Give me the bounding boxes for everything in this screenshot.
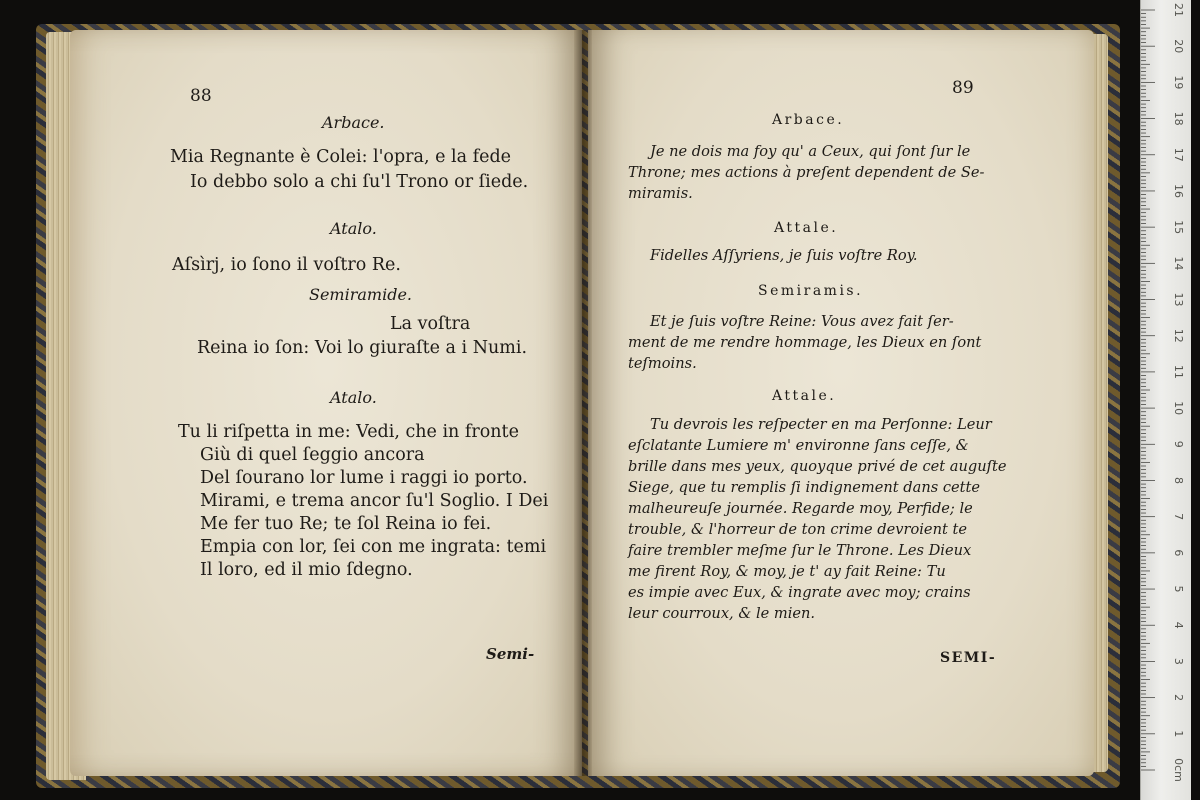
ruler-label: 2 bbox=[1172, 694, 1185, 702]
verse-line: La voſtra bbox=[390, 314, 471, 334]
ruler-label: 0cm bbox=[1172, 758, 1185, 782]
ruler-label: 11 bbox=[1172, 364, 1185, 379]
ruler-label: 3 bbox=[1172, 657, 1185, 665]
page-number-right: 89 bbox=[952, 78, 974, 98]
prose-line: trouble, & l'horreur de ton crime devroient te bbox=[628, 521, 967, 538]
ruler-label: 8 bbox=[1172, 476, 1185, 484]
ruler-label: 13 bbox=[1172, 292, 1185, 307]
prose-line: ment de me rendre hommage, les Dieux en ſont bbox=[628, 334, 982, 351]
speaker-heading: Attale. bbox=[774, 220, 839, 236]
verse-line: Aſsìrj, io ſono il voſtro Re. bbox=[172, 255, 401, 275]
prose-line: faire trembler meſme ſur le Throne. Les Dieux bbox=[628, 542, 972, 559]
ruler-label: 6 bbox=[1172, 549, 1185, 557]
speaker-heading: Arbace. bbox=[772, 112, 845, 128]
speaker-heading: Arbace. bbox=[322, 113, 385, 132]
speaker-heading: Semiramis. bbox=[758, 283, 864, 299]
ruler-label: 21 bbox=[1172, 3, 1185, 17]
prose-line: leur courroux, & le mien. bbox=[628, 605, 816, 622]
verse-line: Io debbo solo a chi ſu'l Trono or ſiede. bbox=[190, 172, 529, 192]
prose-line: Throne; mes actions à preſent dependent de Se- bbox=[628, 164, 985, 181]
prose-line: Et je ſuis voſtre Reine: Vous avez fait ſer- bbox=[650, 313, 954, 330]
prose-line: me firent Roy, & moy, je t' ay fait Reine: Tu bbox=[628, 563, 946, 580]
ruler-scale bbox=[1141, 0, 1191, 800]
ruler-label: 1 bbox=[1172, 730, 1185, 738]
verse-line: Mia Regnante è Colei: l'opra, e la fede bbox=[170, 147, 512, 167]
speaker-heading: Semiramide. bbox=[309, 285, 412, 304]
ruler-label: 16 bbox=[1172, 183, 1185, 198]
prose-line: Tu devrois les reſpecter en ma Perſonne: Leur bbox=[650, 416, 992, 433]
prose-line: Siege, que tu remplis ſi indignement dans cette bbox=[628, 479, 981, 496]
prose-line: Je ne dois ma foy qu' a Ceux, qui ſont ſur le bbox=[650, 143, 971, 160]
ruler-label: 10 bbox=[1172, 401, 1185, 416]
verse-line: Giù di quel ſeggio ancora bbox=[200, 445, 425, 465]
book-gutter bbox=[574, 30, 592, 776]
verse-line: Tu li riſpetta in me: Vedi, che in fronte bbox=[178, 422, 519, 442]
ruler-label: 7 bbox=[1172, 513, 1185, 521]
ruler-label: 5 bbox=[1172, 585, 1185, 593]
ruler-label: 4 bbox=[1172, 621, 1185, 629]
verse-line: Il loro, ed il mio ſdegno. bbox=[200, 560, 413, 580]
verse-line: Empia con lor, ſei con me ingrata: temi bbox=[200, 537, 547, 557]
speaker-heading: Attale. bbox=[772, 388, 837, 404]
ruler-label: 20 bbox=[1172, 39, 1185, 54]
page-number-left: 88 bbox=[190, 86, 212, 106]
speaker-heading: Atalo. bbox=[330, 219, 377, 238]
ruler-label: 18 bbox=[1172, 111, 1185, 126]
prose-line: brille dans mes yeux, quoyque privé de cet auguſte bbox=[628, 458, 1007, 475]
ruler-label: 12 bbox=[1172, 328, 1185, 343]
catchword-left: Semi- bbox=[486, 645, 535, 663]
ruler-label: 19 bbox=[1172, 75, 1185, 90]
measuring-ruler bbox=[1140, 0, 1191, 800]
left-page bbox=[70, 30, 582, 776]
prose-line: malheureuſe journée. Regarde moy, Perfide; le bbox=[628, 500, 973, 517]
verse-line: Mirami, e trema ancor ſu'l Soglio. I Dei bbox=[200, 491, 549, 511]
prose-line: es impie avec Eux, & ingrate avec moy; crains bbox=[628, 584, 971, 601]
prose-line: teſmoins. bbox=[628, 355, 697, 372]
ruler-label: 17 bbox=[1172, 147, 1185, 162]
prose-line: miramis. bbox=[628, 185, 693, 202]
prose-line: Fidelles Aſſyriens, je ſuis voſtre Roy. bbox=[650, 247, 918, 264]
speaker-heading: Atalo. bbox=[330, 388, 377, 407]
ruler-label: 15 bbox=[1172, 220, 1185, 235]
verse-line: Me fer tuo Re; te ſol Reina io fei. bbox=[200, 514, 492, 534]
verse-line: Del ſourano lor lume i raggi io porto. bbox=[200, 468, 528, 488]
verse-line: Reina io ſon: Voi lo giuraſte a i Numi. bbox=[197, 338, 528, 358]
prose-line: eſclatante Lumiere m' environne ſans ceſſe, & bbox=[628, 437, 969, 454]
ruler-label: 9 bbox=[1172, 440, 1185, 448]
catchword-right: SEMI- bbox=[940, 650, 997, 666]
ruler-label: 14 bbox=[1172, 256, 1185, 271]
